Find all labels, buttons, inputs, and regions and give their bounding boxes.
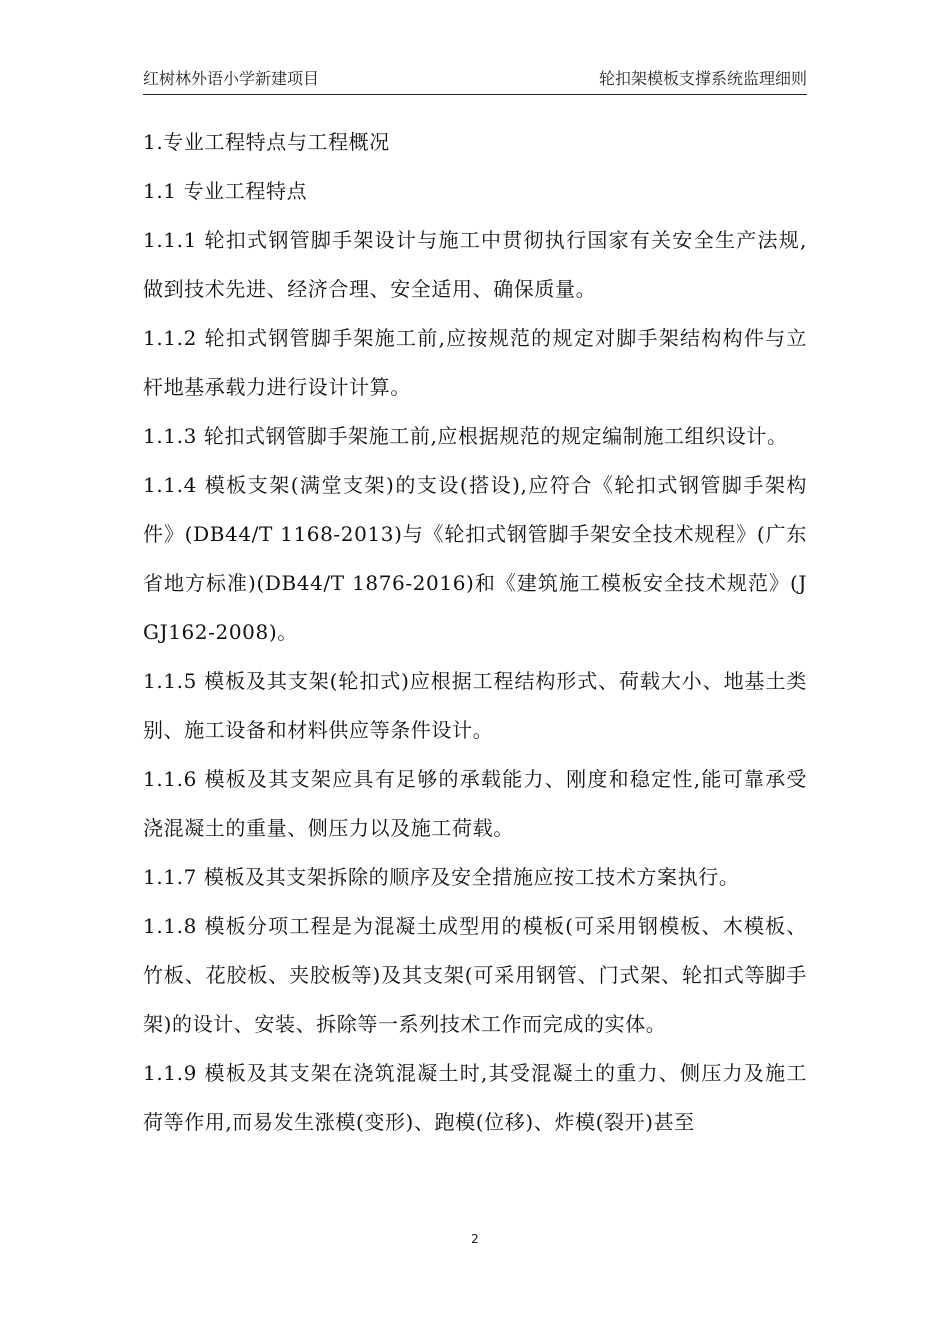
paragraph-1-1-3: 1.1.3 轮扣式钢管脚手架施工前,应根据规范的规定编制施工组织设计。 [143, 424, 788, 448]
document-body [143, 118, 807, 1147]
paragraph-1-1-9: 1.1.9 模板及其支架在浇筑混凝土时,其受混凝土的重力、侧压力及施工荷等作用,而易发生涨模(变形)、跑模(位移)、炸模(裂开)甚至 [143, 1061, 807, 1134]
paragraph-1-1-1: 1.1.1 轮扣式钢管脚手架设计与施工中贯彻执行国家有关安全生产法规,做到技术先进、经济合理、安全适用、确保质量。 [143, 228, 807, 301]
paragraph-1-1-4: 1.1.4 模板支架(满堂支架)的支设(搭设),应符合《轮扣式钢管脚手架构件》(DB44/T 1168-2013)与《轮扣式钢管脚手架安全技术规程》(广东省地方标准)(DB44/T 1876-2016)和《建筑施工模板安全技术规范》(JGJ162-2008)。 [143, 473, 807, 644]
paragraph-1-1-6: 1.1.6 模板及其支架应具有足够的承载能力、刚度和稳定性,能可靠承受浇混凝土的重量、侧压力以及施工荷载。 [143, 767, 807, 840]
paragraph-1-1-8: 1.1.8 模板分项工程是为混凝土成型用的模板(可采用钢模板、木模板、竹板、花胶板、夹胶板等)及其支架(可采用钢管、门式架、轮扣式等脚手架)的设计、安装、拆除等一系列技术工作而完成的实体。 [143, 914, 807, 1036]
paragraph-1-1-5: 1.1.5 模板及其支架(轮扣式)应根据工程结构形式、荷载大小、地基土类别、施工设备和材料供应等条件设计。 [143, 669, 807, 742]
header-project-name: 红树林外语小学新建项目 [143, 69, 320, 88]
header-document-title: 轮扣架模板支撑系统监理细则 [598, 69, 807, 88]
paragraph-1-1-2: 1.1.2 轮扣式钢管脚手架施工前,应按规范的规定对脚手架结构构件与立杆地基承载力进行设计计算。 [143, 326, 807, 399]
page-number: 2 [471, 1232, 479, 1246]
page-header [143, 60, 807, 95]
paragraph-1-1-7: 1.1.7 模板及其支架拆除的顺序及安全措施应按工技术方案执行。 [143, 865, 740, 889]
subsection-heading: 1.1 专业工程特点 [143, 179, 308, 203]
section-heading: 1.专业工程特点与工程概况 [143, 130, 390, 154]
